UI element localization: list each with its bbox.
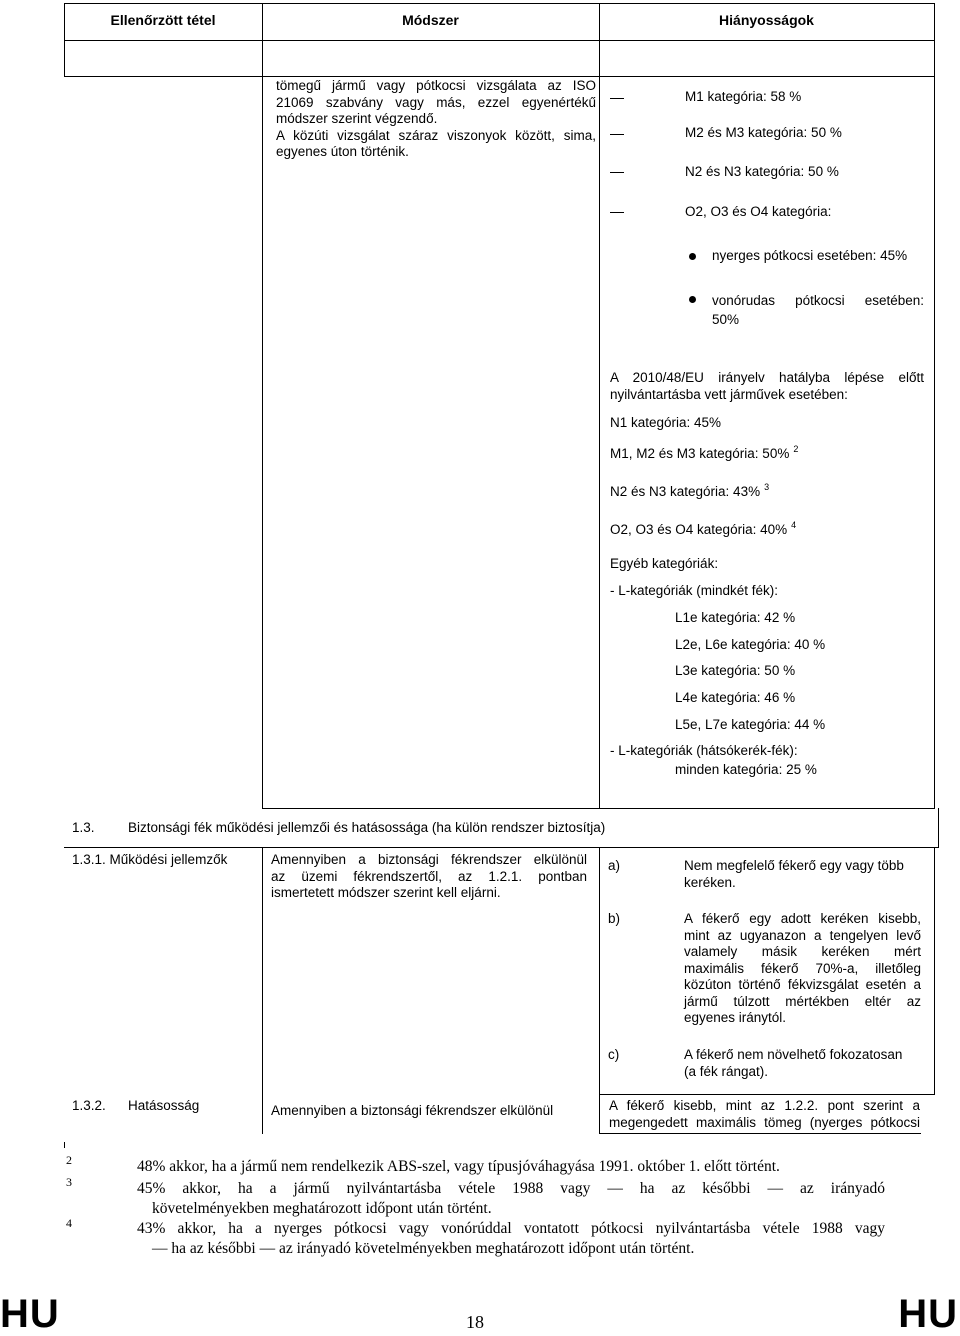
- deficiency-semi-trailer: nyerges pótkocsi esetében: 45%: [712, 248, 908, 263]
- old-o2-o3-o4: O2, O3 és O4 kategória: 40% $^4$: [610, 520, 797, 537]
- all-categories: minden kategória: 25 %: [675, 762, 817, 777]
- row-131-item: 1.3.1. Működési jellemzők: [72, 852, 228, 867]
- method-text: [276, 78, 596, 161]
- row-132-top-border: [599, 1094, 935, 1095]
- footnote-ref-2[interactable]: 2: [793, 444, 799, 454]
- footnote-number-4: 4: [66, 1216, 72, 1230]
- l3e-category: L3e kategória: 50 %: [675, 663, 796, 678]
- table-right-border-top: [934, 3, 935, 77]
- l-categories-rear-brake: - L-kategóriák (hátsókerék-fék):: [610, 743, 798, 758]
- old-m1-m2-m3: M1, M2 és M3 kategória: 50% $^2$: [610, 444, 799, 461]
- method-line: módszer szerint végzendő.: [276, 111, 438, 126]
- subheader-bottom-border: [64, 76, 935, 77]
- dash-marker: [610, 134, 624, 135]
- lower-right-border: [934, 847, 935, 1095]
- deficiency-a-label: a): [608, 858, 621, 873]
- header-checked-item: Ellenőrzött tétel: [110, 12, 216, 28]
- dash-marker: [610, 172, 624, 173]
- row-131-method: Amennyiben a biztonsági fékrendszer elkülönül az üzemi fékrendszertől, az 1.2.1. pontban ismertetett módszer szerint kell eljárni.: [271, 852, 587, 900]
- table-top-border: [64, 3, 935, 4]
- row-132-deficiency: A fékerő kisebb, mint az 1.2.2. pont szerint a megengedett maximális tömeg (nyerges pótkocsi: [609, 1098, 920, 1130]
- deficiency-c-text: A fékerő nem növelhető fokozatosan (a fék rángat).: [684, 1047, 903, 1079]
- deficiency-drawbar-trailer: vonórudas pótkocsi esetében: 50%: [712, 293, 924, 327]
- l5e-l7e-category: L5e, L7e kategória: 44 %: [675, 717, 826, 732]
- l2e-l6e-category: L2e, L6e kategória: 40 %: [675, 637, 826, 652]
- row-132-item: Hatásosság: [128, 1098, 200, 1113]
- bullet-marker: [689, 253, 696, 260]
- footnote-ref-4[interactable]: 4: [791, 520, 797, 530]
- column-divider-2: [599, 3, 600, 808]
- l4e-category: L4e kategória: 46 %: [675, 690, 796, 705]
- footnote-4-text: 43% akkor, ha a nyerges pótkocsi vagy vonórúddal vontatott pótkocsi nyilvántartásba vétele 1988 vagy — ha az későbbi — az irányadó követelményekben meghatározott időpont után történt.: [137, 1220, 885, 1257]
- method-line: 21069 szabvány vagy más, ezzel egyenértékű: [276, 94, 596, 110]
- country-code-left: HU: [0, 1292, 60, 1336]
- section-13-bottom-border: [64, 847, 939, 848]
- section-13-title: Biztonsági fék működési jellemzői és hatásossága (ha külön rendszer biztosítja): [128, 820, 606, 835]
- dash-marker: [610, 98, 624, 99]
- column-divider-1: [262, 3, 263, 808]
- deficiency-c-label: c): [608, 1047, 620, 1062]
- row-132-method: Amennyiben a biztonsági fékrendszer elkülönül: [271, 1103, 554, 1118]
- method-line: egyenes úton történik.: [276, 144, 409, 159]
- footnote-number-2: 2: [66, 1153, 72, 1167]
- deficiency-m1: M1 kategória: 58 %: [685, 89, 802, 104]
- header-deficiencies: Hiányosságok: [719, 12, 814, 28]
- old-n1: N1 kategória: 45%: [610, 415, 722, 430]
- old-n2-n3: N2 és N3 kategória: 43% $^3$: [610, 482, 770, 499]
- deficiency-b-label: b): [608, 911, 621, 926]
- country-code-right: HU: [898, 1292, 958, 1336]
- deficiency-n2-n3: N2 és N3 kategória: 50 %: [685, 164, 839, 179]
- header-bottom-border: [64, 40, 935, 41]
- footnote-separator: [64, 1142, 65, 1148]
- deficiency-m2-m3: M2 és M3 kategória: 50 %: [685, 125, 842, 140]
- table-right-border: [934, 76, 935, 808]
- section-13-number: 1.3.: [72, 820, 95, 835]
- footnote-number-3: 3: [66, 1175, 72, 1189]
- row-132-number: 1.3.2.: [72, 1098, 106, 1113]
- deficiency-b-text: A fékerő egy adott keréken kisebb, mint az ugyanazon a tengelyen levő valamely másik keréken mért maximális fékerő 70%-a, illetőleg közúton történő fékvizsgálat esetén a jármű túlzott mértékben eltér az egyenes iránytól.: [684, 911, 921, 1025]
- lower-column-divider-2: [599, 847, 600, 1134]
- method-line: tömegű jármű vagy pótkocsi vizsgálata az ISO: [276, 78, 596, 93]
- method-line: A közúti vizsgálat száraz viszonyok között, sima,: [276, 127, 596, 143]
- l1e-category: L1e kategória: 42 %: [675, 610, 796, 625]
- row-132-deficiency-bottom-border: [599, 1133, 921, 1134]
- footnote-ref-3[interactable]: 3: [764, 482, 770, 492]
- dash-marker: [610, 212, 624, 213]
- other-categories: Egyéb kategóriák:: [610, 556, 719, 571]
- footnote-2-text: 48% akkor, ha a jármű nem rendelkezik ABS-szel, vagy típusjóváhagyása 1991. október 1. előtt történt.: [137, 1158, 780, 1175]
- directive-intro: A 2010/48/EU irányelv hatályba lépése előtt nyilvántartásba vett járművek esetében:: [610, 370, 924, 402]
- deficiency-o2-o3-o4: O2, O3 és O4 kategória:: [685, 204, 832, 219]
- bullet-marker: [689, 296, 696, 303]
- page-number: 18: [466, 1312, 484, 1332]
- header-method: Módszer: [402, 12, 459, 28]
- footnote-3-text: 45% akkor, ha a jármű nyilvántartásba vétele 1988 vagy — ha az későbbi — az irányadó követelményekben meghatározott időpont után történt.: [137, 1180, 885, 1217]
- deficiency-a-text: Nem megfelelő fékerő egy vagy több keréken.: [684, 858, 904, 890]
- upper-block-bottom-border: [262, 808, 935, 809]
- section-13-right-border: [938, 808, 939, 848]
- l-categories-both-brakes: - L-kategóriák (mindkét fék):: [610, 583, 779, 598]
- lower-column-divider-1: [262, 847, 263, 1134]
